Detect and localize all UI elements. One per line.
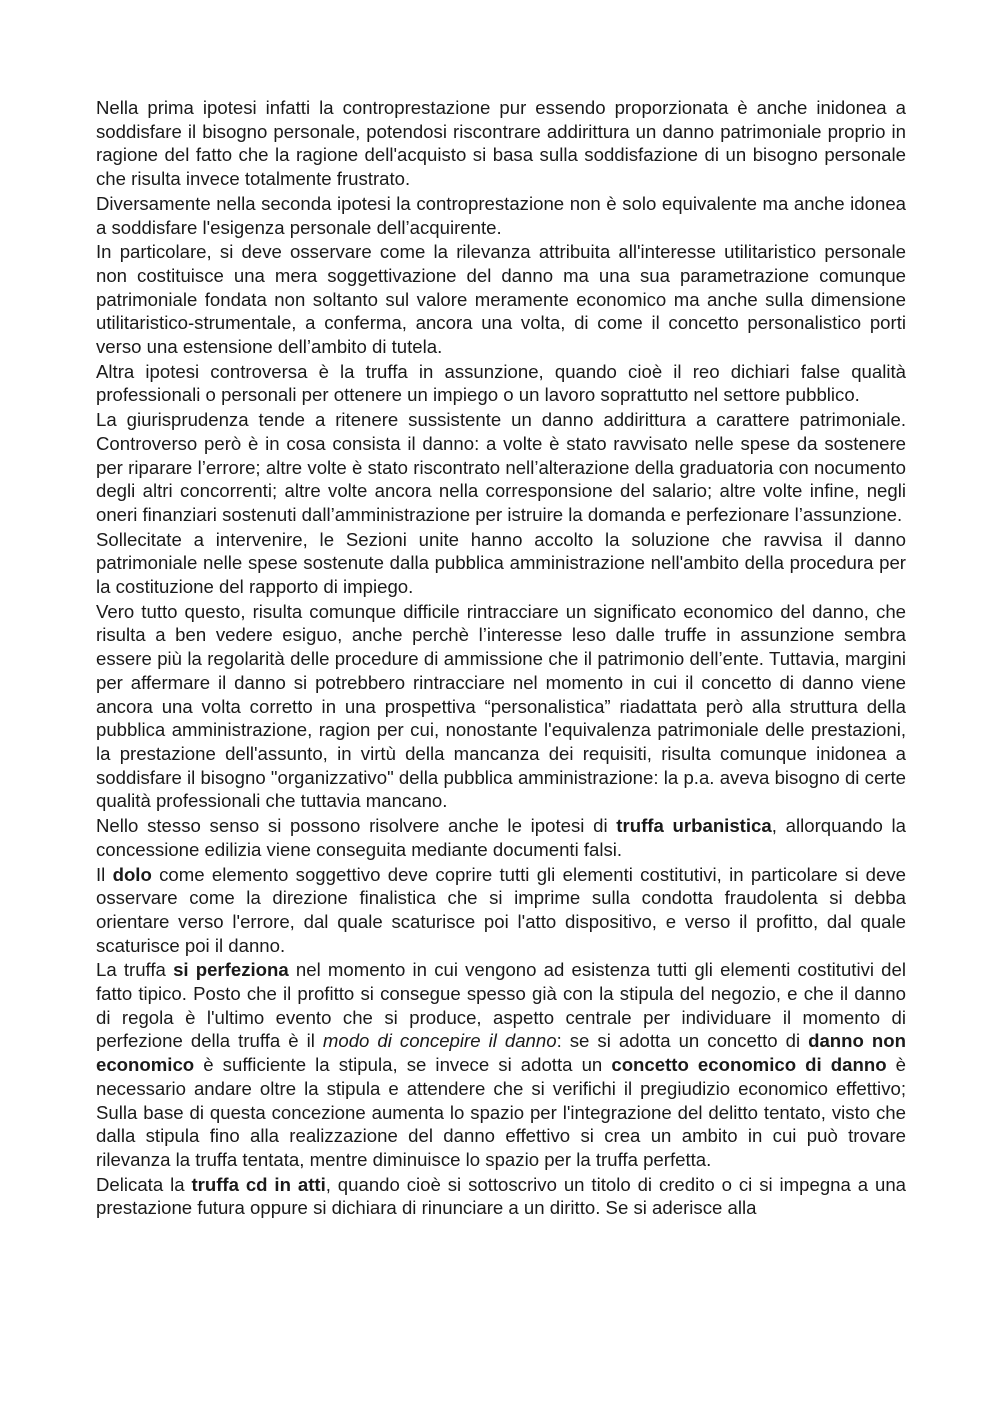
text-run: La truffa	[96, 959, 174, 981]
text-run: La giurisprudenza tende a ritenere sussistente un danno addirittura a carattere patrimoniale. Controverso però è in cosa consista il danno: a volte è stato ravvisato nelle spese da sostenere per riparare l’errore; altre volte è stato riscontrato nell’alterazione della graduatoria con nocumento degli altri concorrenti; altre volte ancora nella corresponsione del salario; altre volte infine, negli oneri finanziari sostenuti dall’amministrazione per istruire la domanda e perfezionare l’assunzione.	[96, 409, 906, 525]
text-run: : se si adotta un concetto di	[556, 1030, 809, 1052]
text-run: come elemento soggettivo deve coprire tutti gli elementi costitutivi, in particolare si deve osservare come la direzione finalistica che si imprime sulla condotta fraudolenta si debba orientare verso l'errore, dal quale scaturisce poi l'atto dispositivo, e verso il profitto, dal quale scaturisce poi il danno.	[96, 863, 906, 956]
text-run: In particolare, si deve osservare come la rilevanza attribuita all'interesse utilitaristico personale non costituisce una mera soggettivazione del danno ma una sua parametrazione comunque patrimoniale fondata non soltanto sul valore meramente economico ma anche sulla dimensione utilitaristico-strumentale, a conferma, ancora una volta, di come il concetto personalistico porti verso una estensione dell’ambito di tutela.	[96, 241, 906, 358]
paragraph	[96, 814, 906, 861]
document-page	[96, 96, 906, 1221]
paragraph	[96, 958, 906, 1171]
text-run: è sufficiente la stipula, se invece si adotta un	[194, 1054, 612, 1076]
paragraph	[96, 528, 906, 599]
text-run: nel momento in cui vengono ad esistenza tutti gli elementi costitutivi del fatto tipico. Posto che il profitto si consegue spesso già con la stipula del negozio, e che il danno di regola è l'ultimo evento che si produce, aspetto centrale per individuare il momento di perfezione della truffa è il	[96, 959, 906, 1052]
text-run: è necessario andare oltre la stipula e attendere che si verifichi il pregiudizio economico effettivo; Sulla base di questa concezione aumenta lo spazio per l'integrazione del delitto tentato, visto che dalla stipula fino alla realizzazione del danno effettivo si crea un ambito in cui può trovare rilevanza la truffa tentata, mentre diminuisce lo spazio per la truffa perfetta.	[96, 1054, 906, 1170]
paragraph	[96, 240, 906, 359]
text-run: Diversamente nella seconda ipotesi la controprestazione non è solo equivalente ma anche idonea a soddisfare l'esigenza personale dell’acquirente.	[96, 192, 906, 238]
bold-term: truffa cd in atti	[191, 1173, 326, 1195]
bold-term: truffa urbanistica	[616, 815, 772, 837]
text-run: Vero tutto questo, risulta comunque difficile rintracciare un significato economico del danno, che risulta a ben vedere esiguo, anche perchè l’interesse leso dalle truffe in assunzione sembra essere più la regolarità delle procedure di ammissione che il patrimonio dell’ente. Tuttavia, margini per affermare il danno si potrebbero rintracciare nel momento in cui il concetto di danno viene ancora una volta corretto in una prospettiva “personalistica” riadattata però alla struttura della pubblica amministrazione, ragion per cui, nonostante l'equivalenza patrimoniale delle prestazioni, la prestazione dell'assunto, in virtù della mancanza dei requisiti, risulta comunque inidonea a soddisfare il bisogno "organizzativo" della pubblica amministrazione: la p.a. aveva bisogno di certe qualità professionali che tuttavia mancano.	[96, 600, 906, 812]
paragraph	[96, 600, 906, 813]
text-run: , allorquando la concessione edilizia viene conseguita mediante documenti falsi.	[96, 815, 906, 860]
paragraph	[96, 1173, 906, 1220]
paragraph	[96, 863, 906, 958]
text-run: Nello stesso senso si possono risolvere anche le ipotesi di	[96, 815, 617, 837]
text-run: Altra ipotesi controversa è la truffa in assunzione, quando cioè il reo dichiari false qualità professionali o personali per ottenere un impiego o un lavoro soprattutto nel settore pubblico.	[96, 360, 906, 406]
paragraph	[96, 96, 906, 191]
text-run: Il	[96, 863, 113, 885]
text-run: Nella prima ipotesi infatti la controprestazione pur essendo proporzionata è anche inidonea a soddisfare il bisogno personale, potendosi riscontrare addirittura un danno patrimoniale proprio in ragione del fatto che la ragione dell'acquisto si basa sulla soddisfazione di un bisogno personale che risulta invece totalmente frustrato.	[96, 97, 906, 190]
text-run: Delicata la	[96, 1173, 192, 1195]
bold-term: concetto economico di danno	[611, 1054, 887, 1076]
text-run: , quando cioè si sottoscrivo un titolo di credito o ci si impegna a una prestazione futura oppure si dichiara di rinunciare a un diritto. Se si aderisce alla	[96, 1173, 906, 1219]
paragraph	[96, 408, 906, 527]
bold-term: danno non economico	[96, 1030, 906, 1076]
text-run: Sollecitate a intervenire, le Sezioni unite hanno accolto la soluzione che ravvisa il danno patrimoniale nelle spese sostenute dalla pubblica amministrazione nell'ambito della procedura per la costituzione del rapporto di impiego.	[96, 528, 906, 598]
paragraph	[96, 192, 906, 239]
italic-term: modo di concepire il danno	[322, 1030, 557, 1052]
bold-term: dolo	[112, 863, 152, 885]
bold-term: si perfeziona	[173, 959, 289, 981]
paragraph	[96, 360, 906, 407]
